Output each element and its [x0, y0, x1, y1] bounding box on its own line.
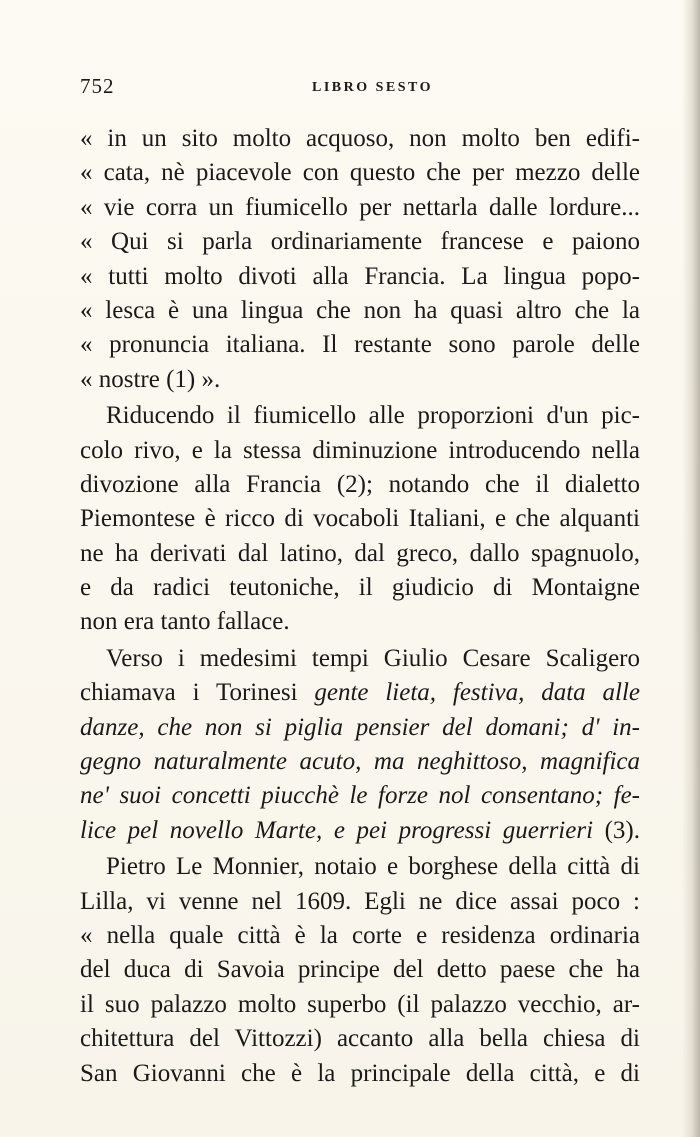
text-line: « nostre (1) ». — [80, 365, 221, 393]
text-line: « in un sito molto acquoso, non molto ben edifi- — [80, 125, 640, 152]
italic-quote: lice pel novello Marte, e pei progressi guerrieri — [80, 816, 594, 844]
text-line: del duca di Savoia principe del detto paese che ha — [80, 956, 640, 984]
text-line: Lilla, vi venne nel 1609. Egli ne dice assai poco : — [80, 887, 640, 915]
text-line: ne' suoi concetti piucchè le forze nol consentano; fe- — [80, 782, 640, 810]
text-line: « vie corra un fiumicello per nettarla dalle lordure... — [80, 193, 640, 221]
page-body — [80, 122, 640, 1091]
text-line: non era tanto fallace. — [80, 608, 290, 636]
page-header — [80, 74, 640, 104]
text-line: San Giovanni che è la principale della città, e di — [80, 1059, 640, 1087]
text-line: Pietro Le Monnier, notaio e borghese della città di — [106, 853, 640, 881]
text-line: il suo palazzo molto superbo (il palazzo vecchio, ar- — [80, 990, 640, 1018]
text-line: « Qui si parla ordinariamente francese e paiono — [80, 228, 640, 256]
text-line: Riducendo il fiumicello alle proporzioni d'un pic- — [106, 402, 640, 430]
italic-quote: gente lieta, festiva, data alle — [314, 679, 641, 707]
text-line: « pronuncia italiana. Il restante sono parole delle — [80, 331, 640, 359]
text-line: chitettura del Vittozzi) accanto alla bella chiesa di — [80, 1025, 640, 1053]
text-line: divozione alla Francia (2); notando che il dialetto — [80, 470, 640, 498]
text-line: « nella quale città è la corte e residenza ordinaria — [80, 921, 640, 949]
text-line: Verso i medesimi tempi Giulio Cesare Scaligero — [106, 644, 640, 672]
page-edge-shadow — [682, 0, 700, 1137]
text-line: « lesca è una lingua che non ha quasi altro che la — [80, 296, 640, 324]
page-number: 752 — [80, 74, 115, 98]
text-line — [80, 676, 640, 710]
text-line: gegno naturalmente acuto, ma neghittoso, magnifica — [80, 748, 640, 776]
text-line: danze, che non si piglia pensier del domani; d' in- — [80, 713, 640, 741]
text-line — [80, 814, 640, 848]
text-line: e da radici teutoniche, il giudicio di Montaigne — [80, 574, 640, 602]
text-line: « tutti molto divoti alla Francia. La lingua popo- — [80, 262, 640, 290]
text-line: ne ha derivati dal latino, dal greco, dallo spagnuolo, — [80, 539, 640, 567]
text-line: Piemontese è ricco di vocaboli Italiani, e che alquanti — [80, 505, 640, 533]
text-line: « cata, nè piacevole con questo che per mezzo delle — [80, 159, 640, 187]
text-run: chiamava i Torinesi — [80, 679, 298, 707]
footnote-ref: (3). — [604, 816, 641, 844]
text-line: colo rivo, e la stessa diminuzione introducendo nella — [80, 436, 640, 464]
running-head: LIBRO SESTO — [312, 80, 434, 95]
